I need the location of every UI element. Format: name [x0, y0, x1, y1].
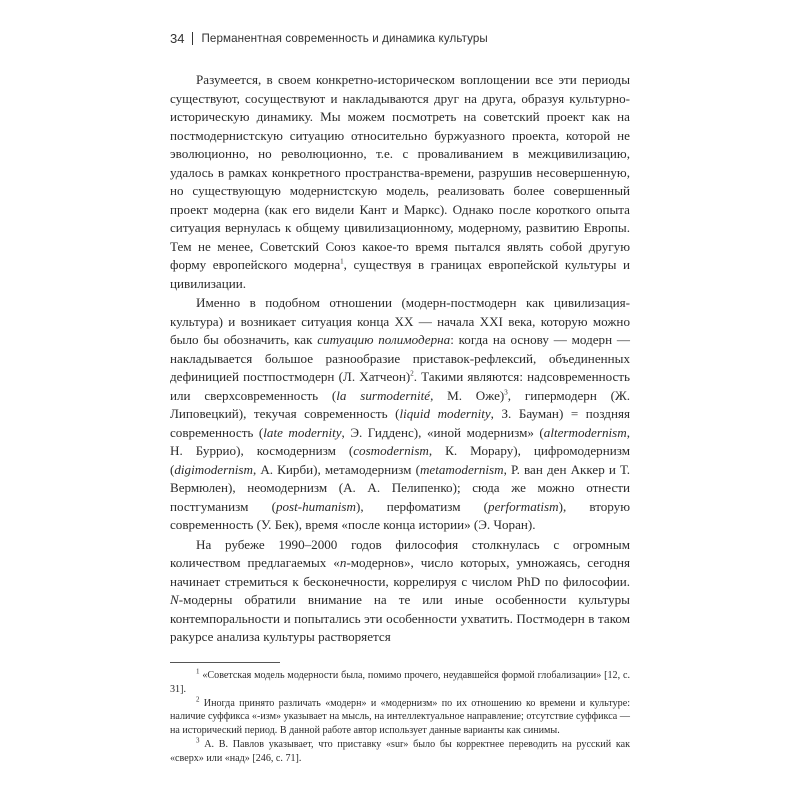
running-title: Перманентная современность и динамика культуры — [201, 31, 488, 45]
paragraph — [170, 536, 630, 647]
text-run: , М. Оже) — [430, 387, 505, 403]
italic-term: liquid modernity — [399, 406, 491, 421]
italic-term: la surmodernité — [336, 387, 431, 403]
footnote-marker: 3 — [504, 388, 508, 397]
footnote — [170, 669, 630, 697]
header-separator — [192, 32, 193, 45]
text-run: ), вторую современность (У. Бек), время «после конца истории» (Э. Чоран). — [170, 498, 630, 532]
paragraph — [170, 294, 630, 535]
italic-term: digimodernism — [174, 461, 253, 477]
text-run: Именно в подобном отношении (модерн-постмодерн как цивилизация-культура) и возникает ситуация конца XX — начала XXI века, которую можно было бы обозначить, как — [170, 295, 630, 347]
page-number: 34 — [170, 30, 185, 46]
footnote-marker: 1 — [196, 667, 200, 676]
footnote-marker: 2 — [196, 695, 200, 704]
text-run: Иногда принято различать «модерн» и «модернизм» по их отношению ко времени и культуре: наличие суффикса «-изм» указывает на мысль, на интеллектуальное направление; отсутствие суффикса — на исторический период. В данной работе автор использует данные варианты как синимы. — [170, 697, 630, 737]
italic-term: late modernity — [263, 424, 342, 440]
footnote-marker: 3 — [196, 736, 200, 745]
text-run: , гипермодерн (Ж. Липовецкий), текучая современность ( — [170, 387, 630, 421]
footnote-rule — [170, 662, 280, 663]
text-run: , З. Бауман) = поздняя современность ( — [170, 406, 630, 440]
footnote-marker: 1 — [340, 257, 344, 266]
running-head — [170, 28, 630, 48]
italic-term: ситуацию полимодерна — [317, 332, 451, 347]
text-run: -модерны обратили внимание на те или иные особенности культуры контемпоральности и попытались эти особенности ухватить. Постмодерн в таком ракурсе анализа культуры растворяется — [170, 592, 630, 644]
text-run: : когда на основу — модерн — накладывается большое разнообразие приставок-рефлексий, объединенных дефиницией постпостмодерн (Л. Хатчеон) — [170, 332, 630, 384]
text-run: , Н. Буррио), космодернизм ( — [170, 424, 630, 458]
footnote — [170, 697, 630, 738]
italic-term: performatism — [488, 498, 559, 514]
footnotes — [170, 669, 630, 766]
italic-term: metamodernism — [419, 461, 504, 477]
text-run: А. В. Павлов указывает, что приставку «sur» было бы корректнее переводить на русский как «сверх» или «над» [246, с. 71]. — [170, 738, 630, 764]
italic-term: post-humanism — [275, 498, 356, 514]
paragraph — [170, 71, 630, 293]
text-run: «Советская модель модерности была, помимо прочего, неудавшейся формой глобализации» [12, с. 31]. — [170, 670, 630, 695]
text-run: , К. Морару), цифромодернизм ( — [170, 443, 630, 477]
italic-term: n — [339, 555, 347, 570]
text-run: , А. Кирби), метамодернизм ( — [252, 461, 420, 477]
text-run: , Э. Гидденс), «иной модернизм» ( — [341, 424, 544, 440]
text-run: На рубеже 1990–2000 годов философия столкнулась с огромным количеством предлагаемых « — [170, 536, 630, 570]
body-text — [170, 71, 630, 647]
text-run: , Р. ван ден Аккер и Т. Вермюлен), неомодернизм (А. А. Пелипенко); сюда же можно отнести постгуманизм ( — [170, 461, 630, 514]
text-run: Разумеется, в своем конкретно-историческом воплощении все эти периоды существуют, сосуществуют и накладываются друг на друга, образуя культурно-историческую динамику. Мы можем посмотреть на советский проект как на постмодернистскую ситуацию относительно буржуазного проекта, которой не эволюционно, но революционно, т.е. с проваливанием в межцивилизацию, удалось в рамках конкретного пространства-времени, разрушив несовершенную, но существующую модернистскую модель, реализовать более совершенный проект модерна (как его видели Кант и Маркс). Однако после короткого опыта ситуация вернулась к общему цивилизационному, модерному, развитию Европы. Тем не менее, Советский Союз какое-то время пытался являть собой другую форму европейского модерна — [170, 72, 630, 272]
text-run: ), перфоматизм ( — [355, 498, 489, 514]
text-run: . Такими являются: надсовременность или сверхсовременность ( — [170, 369, 630, 403]
book-page — [170, 28, 630, 768]
text-run: , существуя в границах европейской культуры и цивилизации. — [170, 257, 631, 291]
footnote — [170, 738, 630, 766]
italic-term: altermodernism — [543, 424, 627, 440]
footnote-marker: 2 — [410, 369, 414, 378]
text-run: -модернов», число которых, умножаясь, сегодня начинает стремиться к бесконечности, коррелируя с числом PhD по философии. — [170, 555, 630, 589]
italic-term: cosmodernism — [353, 443, 429, 458]
italic-term: N — [170, 592, 179, 607]
